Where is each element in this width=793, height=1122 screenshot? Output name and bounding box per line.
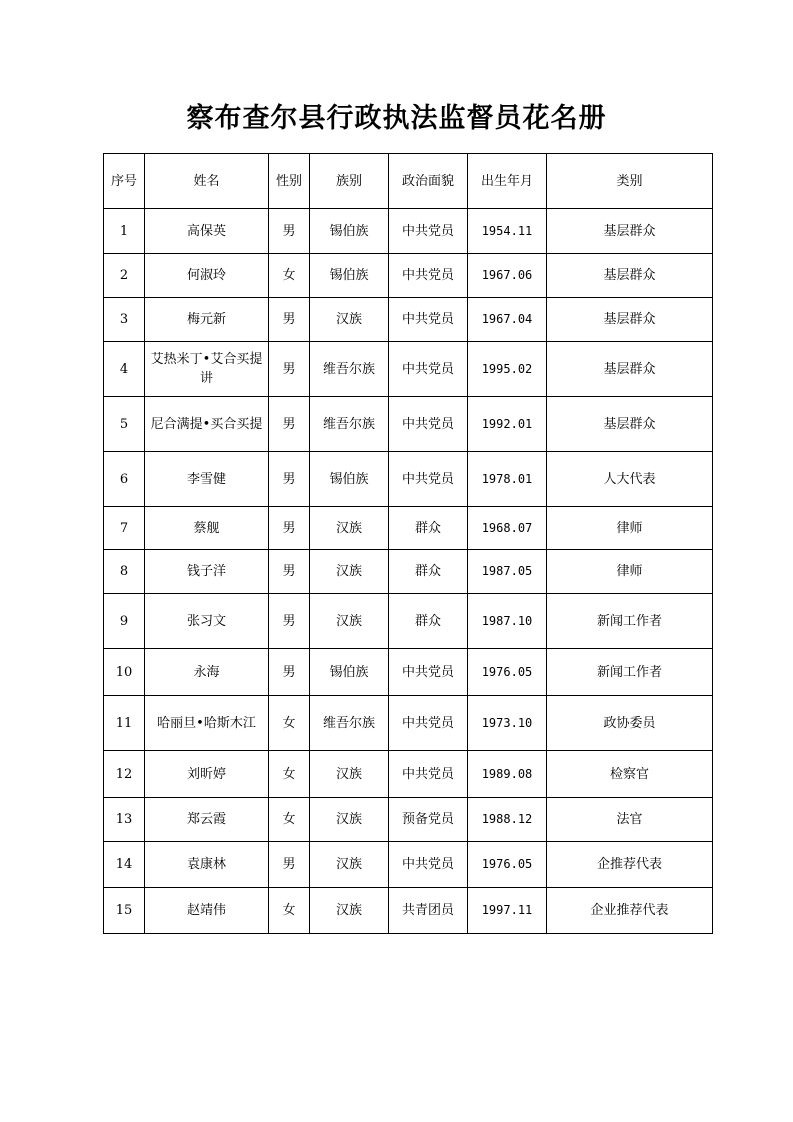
page-title: 察布查尔县行政执法监督员花名册	[186, 103, 607, 134]
cell-category: 企推荐代表	[547, 842, 713, 888]
cell-no: 1	[104, 209, 145, 254]
header-name: 姓名	[145, 154, 269, 209]
cell-political-status: 中共党员	[389, 254, 468, 298]
table-row	[104, 696, 713, 751]
cell-category: 新闻工作者	[547, 594, 713, 649]
cell-category: 律师	[547, 507, 713, 550]
roster-table	[103, 153, 713, 934]
cell-category: 检察官	[547, 751, 713, 798]
table-row	[104, 888, 713, 934]
cell-no: 7	[104, 507, 145, 550]
cell-ethnicity: 维吾尔族	[310, 342, 389, 397]
table-row	[104, 842, 713, 888]
table-row	[104, 594, 713, 649]
cell-gender: 男	[269, 594, 310, 649]
cell-ethnicity: 锡伯族	[310, 209, 389, 254]
cell-gender: 女	[269, 888, 310, 934]
cell-birth-date: 1954.11	[468, 209, 547, 254]
cell-name: 赵靖伟	[145, 888, 269, 934]
cell-birth-date: 1973.10	[468, 696, 547, 751]
table-row	[104, 298, 713, 342]
header-ethnicity: 族别	[310, 154, 389, 209]
cell-birth-date: 1989.08	[468, 751, 547, 798]
cell-ethnicity: 汉族	[310, 842, 389, 888]
cell-political-status: 中共党员	[389, 298, 468, 342]
cell-category: 法官	[547, 798, 713, 842]
cell-political-status: 中共党员	[389, 751, 468, 798]
header-birth-date: 出生年月	[468, 154, 547, 209]
cell-category: 基层群众	[547, 342, 713, 397]
cell-political-status: 中共党员	[389, 649, 468, 696]
cell-political-status: 中共党员	[389, 209, 468, 254]
cell-category: 人大代表	[547, 452, 713, 507]
cell-name: 郑云霞	[145, 798, 269, 842]
cell-name: 尼合满提•买合买提	[145, 397, 269, 452]
cell-ethnicity: 维吾尔族	[310, 696, 389, 751]
cell-category: 政协委员	[547, 696, 713, 751]
cell-gender: 女	[269, 798, 310, 842]
cell-category: 基层群众	[547, 397, 713, 452]
cell-no: 2	[104, 254, 145, 298]
cell-category: 基层群众	[547, 209, 713, 254]
cell-political-status: 预备党员	[389, 798, 468, 842]
cell-category: 律师	[547, 550, 713, 594]
cell-gender: 女	[269, 696, 310, 751]
cell-gender: 男	[269, 342, 310, 397]
cell-ethnicity: 汉族	[310, 888, 389, 934]
cell-ethnicity: 锡伯族	[310, 254, 389, 298]
cell-name: 张习文	[145, 594, 269, 649]
header-gender: 性别	[269, 154, 310, 209]
cell-birth-date: 1987.10	[468, 594, 547, 649]
table-row	[104, 397, 713, 452]
cell-political-status: 中共党员	[389, 397, 468, 452]
table-row	[104, 550, 713, 594]
cell-birth-date: 1997.11	[468, 888, 547, 934]
cell-ethnicity: 汉族	[310, 751, 389, 798]
cell-birth-date: 1976.05	[468, 842, 547, 888]
cell-name: 梅元新	[145, 298, 269, 342]
cell-no: 10	[104, 649, 145, 696]
cell-name: 袁康林	[145, 842, 269, 888]
cell-name: 高保英	[145, 209, 269, 254]
header-row	[104, 154, 713, 209]
cell-ethnicity: 汉族	[310, 298, 389, 342]
cell-ethnicity: 锡伯族	[310, 649, 389, 696]
cell-name: 艾热米丁•艾合买提讲	[145, 342, 269, 397]
cell-gender: 男	[269, 550, 310, 594]
cell-political-status: 中共党员	[389, 696, 468, 751]
table-row	[104, 649, 713, 696]
cell-gender: 男	[269, 649, 310, 696]
cell-birth-date: 1968.07	[468, 507, 547, 550]
cell-no: 12	[104, 751, 145, 798]
cell-category: 基层群众	[547, 298, 713, 342]
cell-ethnicity: 汉族	[310, 550, 389, 594]
cell-name: 永海	[145, 649, 269, 696]
table-row	[104, 254, 713, 298]
cell-no: 3	[104, 298, 145, 342]
cell-political-status: 中共党员	[389, 452, 468, 507]
cell-no: 13	[104, 798, 145, 842]
cell-birth-date: 1976.05	[468, 649, 547, 696]
cell-birth-date: 1978.01	[468, 452, 547, 507]
cell-ethnicity: 汉族	[310, 798, 389, 842]
cell-name: 何淑玲	[145, 254, 269, 298]
cell-gender: 男	[269, 507, 310, 550]
cell-gender: 男	[269, 842, 310, 888]
table-row	[104, 342, 713, 397]
cell-no: 4	[104, 342, 145, 397]
cell-political-status: 中共党员	[389, 842, 468, 888]
cell-birth-date: 1987.05	[468, 550, 547, 594]
table-row	[104, 507, 713, 550]
cell-gender: 男	[269, 209, 310, 254]
cell-name: 哈丽旦•哈斯木江	[145, 696, 269, 751]
cell-gender: 女	[269, 254, 310, 298]
cell-birth-date: 1992.01	[468, 397, 547, 452]
cell-no: 11	[104, 696, 145, 751]
table-row	[104, 209, 713, 254]
cell-name: 刘昕婷	[145, 751, 269, 798]
cell-political-status: 群众	[389, 550, 468, 594]
cell-ethnicity: 锡伯族	[310, 452, 389, 507]
cell-gender: 男	[269, 397, 310, 452]
cell-no: 6	[104, 452, 145, 507]
table-row	[104, 798, 713, 842]
header-category: 类别	[547, 154, 713, 209]
cell-political-status: 中共党员	[389, 342, 468, 397]
cell-ethnicity: 维吾尔族	[310, 397, 389, 452]
header-no: 序号	[104, 154, 145, 209]
cell-category: 新闻工作者	[547, 649, 713, 696]
cell-birth-date: 1967.04	[468, 298, 547, 342]
cell-category: 企业推荐代表	[547, 888, 713, 934]
cell-gender: 男	[269, 298, 310, 342]
cell-name: 钱子洋	[145, 550, 269, 594]
table-row	[104, 452, 713, 507]
cell-no: 9	[104, 594, 145, 649]
table-row	[104, 751, 713, 798]
cell-no: 14	[104, 842, 145, 888]
cell-political-status: 群众	[389, 507, 468, 550]
cell-no: 5	[104, 397, 145, 452]
header-political-status: 政治面貌	[389, 154, 468, 209]
cell-category: 基层群众	[547, 254, 713, 298]
cell-political-status: 群众	[389, 594, 468, 649]
cell-birth-date: 1988.12	[468, 798, 547, 842]
cell-no: 8	[104, 550, 145, 594]
cell-birth-date: 1995.02	[468, 342, 547, 397]
cell-name: 李雪健	[145, 452, 269, 507]
cell-gender: 女	[269, 751, 310, 798]
cell-no: 15	[104, 888, 145, 934]
cell-ethnicity: 汉族	[310, 507, 389, 550]
cell-name: 蔡舰	[145, 507, 269, 550]
cell-ethnicity: 汉族	[310, 594, 389, 649]
cell-birth-date: 1967.06	[468, 254, 547, 298]
cell-political-status: 共青团员	[389, 888, 468, 934]
cell-gender: 男	[269, 452, 310, 507]
